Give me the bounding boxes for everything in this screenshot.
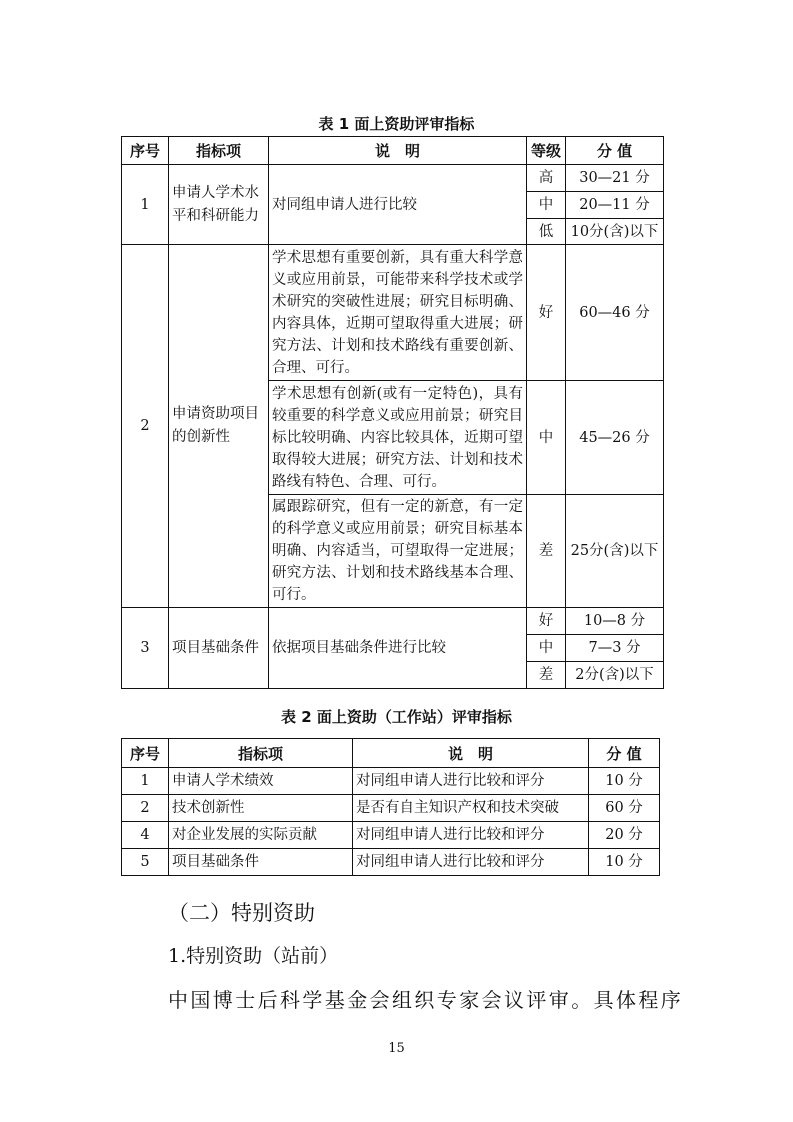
description: 属跟踪研究，但有一定的新意，有一定的科学意义或应用前景；研究目标基本明确、内容适当，可望取得一定进展；研究方法、计划和技术路线基本合理、可行。 (269, 495, 527, 608)
description: 是否有自主知识产权和技术突破 (353, 795, 589, 822)
indicator-item: 技术创新性 (169, 795, 353, 822)
score: 20 分 (589, 822, 660, 849)
row-number: 2 (122, 795, 169, 822)
description: 对同组申请人进行比较和评分 (353, 822, 589, 849)
description: 依据项目基础条件进行比较 (269, 608, 527, 689)
score: 60—46 分 (566, 245, 664, 381)
grade: 中 (527, 635, 566, 662)
body-paragraph: 中国博士后科学基金会组织专家会议评审。具体程序 (168, 988, 684, 1012)
table2 (121, 738, 660, 876)
grade: 差 (527, 662, 566, 689)
page-number: 15 (388, 1041, 405, 1056)
grade: 好 (527, 245, 566, 381)
score: 10分(含)以下 (566, 219, 664, 245)
grade: 差 (527, 495, 566, 608)
table-row (122, 849, 660, 876)
table-row (122, 768, 660, 795)
row-number: 2 (122, 245, 169, 608)
table-row (122, 822, 660, 849)
score: 2分(含)以下 (566, 662, 664, 689)
indicator-item: 申请人学术绩效 (169, 768, 353, 795)
table1 (121, 136, 664, 689)
table1-header: 等级 (527, 137, 566, 165)
table1-header: 指标项 (169, 137, 269, 165)
table-row (122, 608, 664, 635)
table1-caption: 表 1 面上资助评审指标 (318, 115, 475, 133)
row-number: 4 (122, 822, 169, 849)
score: 30—21 分 (566, 165, 664, 192)
row-number: 1 (122, 165, 169, 245)
indicator-item: 申请人学术水平和科研能力 (169, 165, 269, 245)
table2-header-row (122, 739, 660, 768)
row-number: 1 (122, 768, 169, 795)
row-number: 5 (122, 849, 169, 876)
table-row (122, 165, 664, 192)
table-row (122, 795, 660, 822)
grade: 高 (527, 165, 566, 192)
table2-header: 序号 (122, 739, 169, 768)
table2-header: 分 值 (589, 739, 660, 768)
score: 10 分 (589, 849, 660, 876)
grade: 低 (527, 219, 566, 245)
section-heading: （二）特别资助 (168, 901, 315, 925)
grade: 中 (527, 192, 566, 219)
table1-header: 分 值 (566, 137, 664, 165)
table1-header: 序号 (122, 137, 169, 165)
score: 10—8 分 (566, 608, 664, 635)
row-number: 3 (122, 608, 169, 689)
score: 10 分 (589, 768, 660, 795)
grade: 好 (527, 608, 566, 635)
table1-header: 说 明 (269, 137, 527, 165)
indicator-item: 项目基础条件 (169, 849, 353, 876)
indicator-item: 项目基础条件 (169, 608, 269, 689)
score: 20—11 分 (566, 192, 664, 219)
subheading: 1.特别资助（站前） (168, 945, 339, 967)
description: 学术思想有重要创新，具有重大科学意义或应用前景，可能带来科学技术或学术研究的突破性进展；研究目标明确、内容具体，近期可望取得重大进展；研究方法、计划和技术路线有重要创新、合理、可行。 (269, 245, 527, 381)
table1-header-row (122, 137, 664, 165)
table2-caption: 表 2 面上资助（工作站）评审指标 (281, 708, 512, 726)
table-row (122, 245, 664, 381)
table2-header: 说 明 (353, 739, 589, 768)
score: 45—26 分 (566, 381, 664, 495)
score: 7—3 分 (566, 635, 664, 662)
score: 60 分 (589, 795, 660, 822)
grade: 中 (527, 381, 566, 495)
indicator-item: 对企业发展的实际贡献 (169, 822, 353, 849)
description: 学术思想有创新(或有一定特色)，具有较重要的科学意义或应用前景；研究目标比较明确、内容比较具体，近期可望取得较大进展；研究方法、计划和技术路线有特色、合理、可行。 (269, 381, 527, 495)
description: 对同组申请人进行比较 (269, 165, 527, 245)
score: 25分(含)以下 (566, 495, 664, 608)
indicator-item: 申请资助项目的创新性 (169, 245, 269, 608)
description: 对同组申请人进行比较和评分 (353, 849, 589, 876)
description: 对同组申请人进行比较和评分 (353, 768, 589, 795)
table2-header: 指标项 (169, 739, 353, 768)
